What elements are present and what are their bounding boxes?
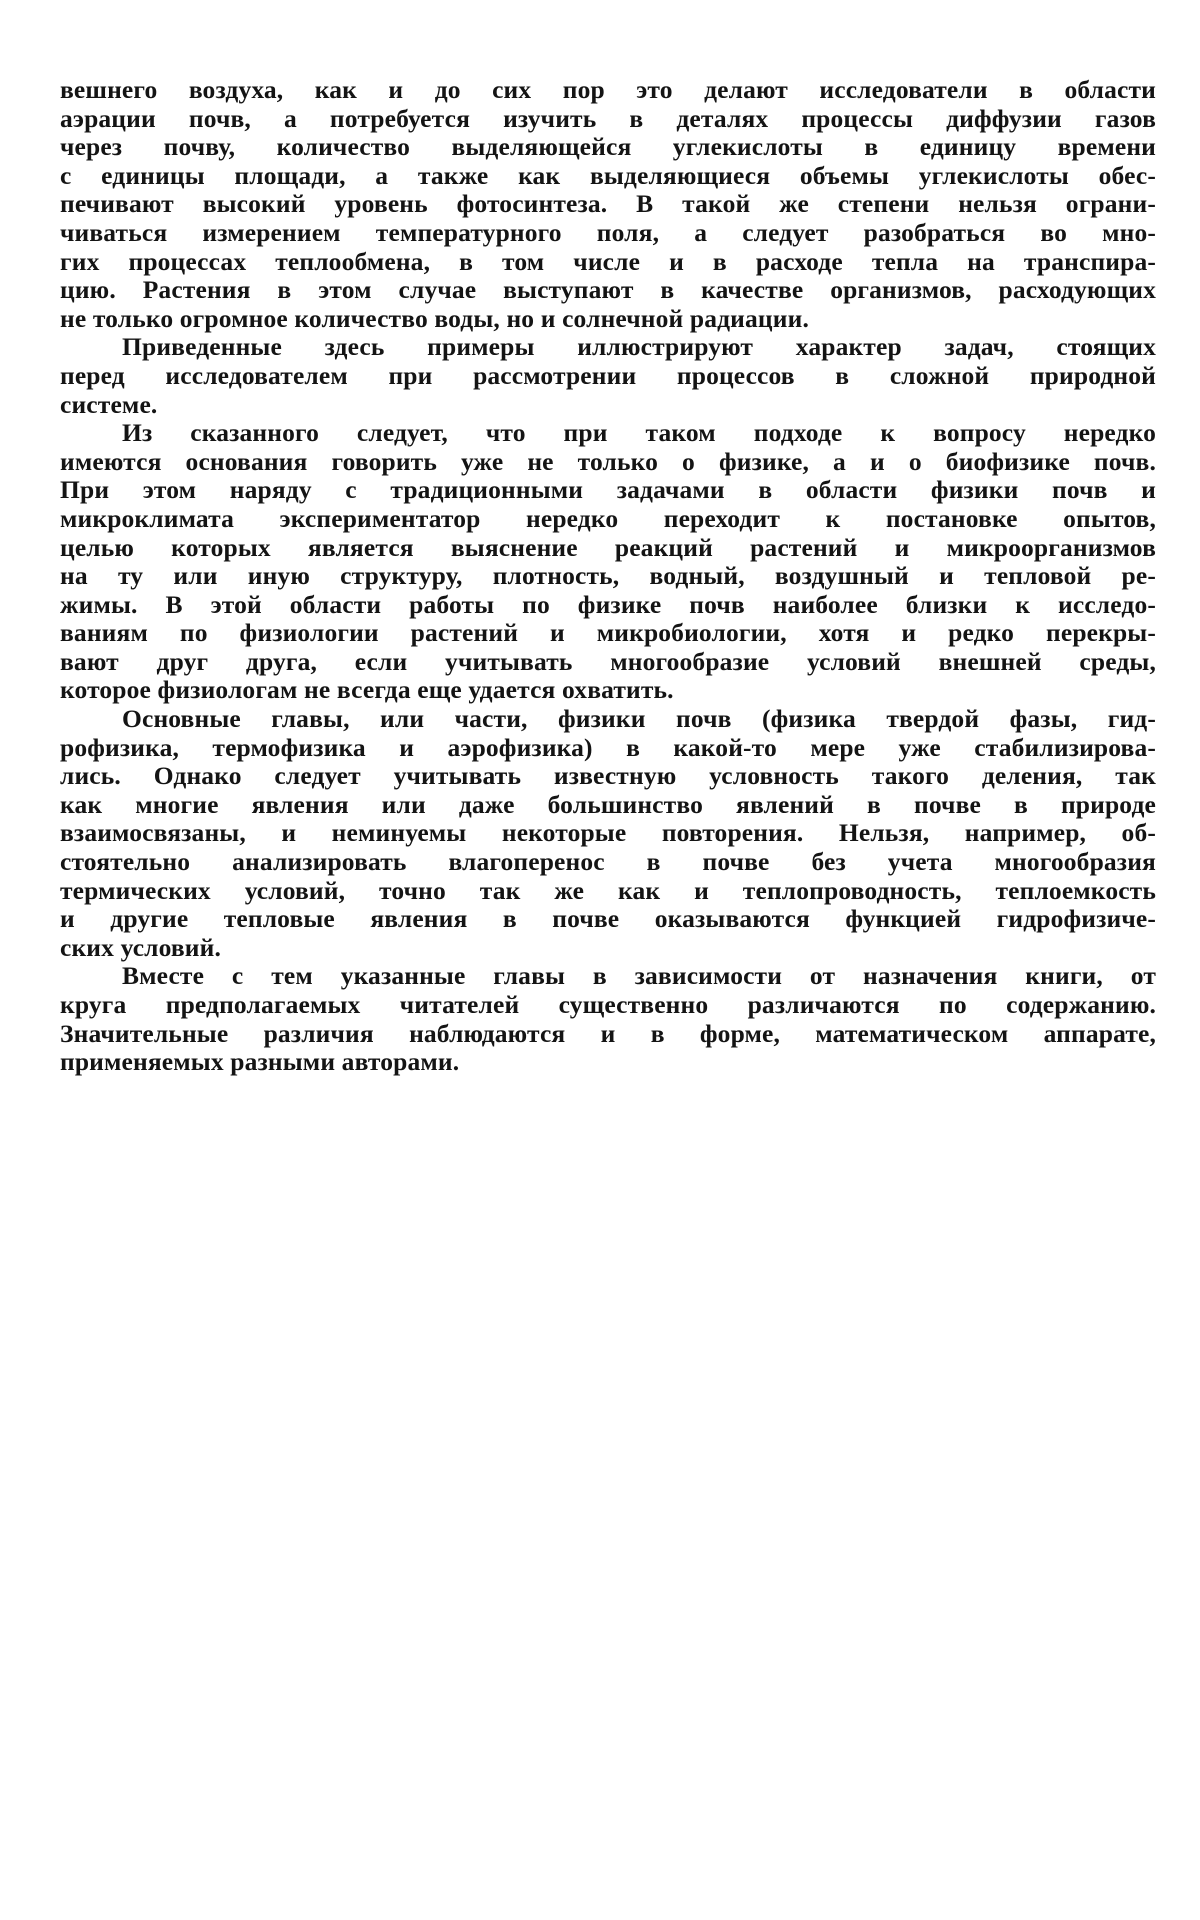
paragraph-3 (60, 419, 1156, 705)
text-line: лись. Однако следует учитывать известную условность такого деления, так (60, 761, 1156, 791)
paragraph-5 (60, 962, 1156, 1076)
text-line: рофизика, термофизика и аэрофизика) в какой-то мере уже стабилизирова- (60, 732, 1156, 762)
text-line: которое физиологам не всегда еще удается охватить. (60, 675, 674, 705)
text-line: Основные главы, или части, физики почв (физика твердой фазы, гид- (122, 704, 1156, 734)
text-line: термических условий, точно так же как и теплопроводность, теплоемкость (60, 875, 1156, 905)
body-text (60, 76, 1156, 1077)
text-line: вают друг друга, если учитывать многообразие условий внешней среды, (60, 646, 1156, 676)
text-line: Приведенные здесь примеры иллюстрируют характер задач, стоящих (122, 332, 1156, 362)
text-line: и другие тепловые явления в почве оказываются функцией гидрофизиче- (60, 904, 1156, 934)
text-line: на ту или иную структуру, плотность, водный, воздушный и тепловой ре- (60, 561, 1156, 591)
text-line: аэрации почв, а потребуется изучить в деталях процессы диффузии газов (60, 103, 1156, 133)
paragraph-4 (60, 705, 1156, 962)
text-line: как многие явления или даже большинство явлений в почве в природе (60, 789, 1156, 819)
text-line: микроклимата экспериментатор нередко переходит к постановке опытов, (60, 503, 1156, 533)
text-line: жимы. В этой области работы по физике почв наиболее близки к исследо- (60, 589, 1156, 619)
text-line: с единицы площади, а также как выделяющиеся объемы углекислоты обес- (60, 160, 1156, 190)
text-line: перед исследователем при рассмотрении процессов в сложной природной (60, 360, 1156, 390)
text-line: целью которых является выяснение реакций растений и микроорганизмов (60, 532, 1156, 562)
paragraph-1 (60, 76, 1156, 333)
text-line: цию. Растения в этом случае выступают в качестве организмов, расходующих (60, 275, 1156, 305)
text-line: Вместе с тем указанные главы в зависимости от назначения книги, от (122, 961, 1156, 991)
text-line: круга предполагаемых читателей существенно различаются по содержанию. (60, 990, 1156, 1019)
text-line: гих процессах теплообмена, в том числе и в расходе тепла на транспира- (60, 246, 1156, 276)
text-line: не только огромное количество воды, но и солнечной радиации. (60, 303, 809, 333)
text-line: При этом наряду с традиционными задачами в области физики почв и (60, 475, 1156, 505)
text-line: вешнего воздуха, как и до сих пор это делают исследователи в области (60, 75, 1156, 104)
text-line: печивают высокий уровень фотосинтеза. В такой же степени нельзя ограни- (60, 189, 1156, 219)
text-line: чиваться измерением температурного поля, а следует разобраться во мно- (60, 217, 1156, 247)
text-line: через почву, количество выделяющейся углекислоты в единицу времени (60, 132, 1156, 162)
text-line: стоятельно анализировать влагоперенос в почве без учета многообразия (60, 847, 1156, 877)
text-line: ваниям по физиологии растений и микробиологии, хотя и редко перекры- (60, 618, 1156, 648)
text-line: Из сказанного следует, что при таком подходе к вопросу нередко (122, 418, 1156, 448)
text-line: системе. (60, 389, 158, 419)
paragraph-2 (60, 333, 1156, 419)
text-line: применяемых разными авторами. (60, 1047, 460, 1077)
text-line: имеются основания говорить уже не только о физике, а и о биофизике почв. (60, 446, 1156, 476)
text-line: ских условий. (60, 932, 222, 962)
text-line: Значительные различия наблюдаются и в форме, математическом аппарате, (60, 1018, 1156, 1048)
text-line: взаимосвязаны, и неминуемы некоторые повторения. Нельзя, например, об- (60, 818, 1156, 848)
